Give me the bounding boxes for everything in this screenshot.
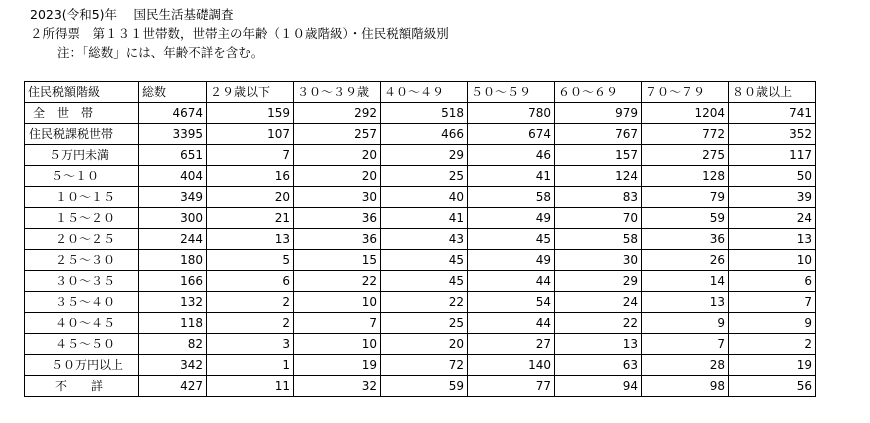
table-cell: 26 — [642, 250, 729, 271]
table-cell: 94 — [555, 376, 642, 397]
table-cell: 674 — [468, 124, 555, 145]
table-cell: 404 — [139, 166, 207, 187]
table-cell: 45 — [381, 250, 468, 271]
row-label: ４５～５０ — [25, 334, 139, 355]
page-title: 2023(令和5)年 国民生活基礎調査 — [30, 7, 234, 22]
table-subtitle: ２所得票 第１３１世帯数，世帯主の年齢（１０歳階級）・住民税額階級別 — [30, 26, 449, 41]
table-cell: 83 — [555, 187, 642, 208]
table-cell: 767 — [555, 124, 642, 145]
table-cell: 20 — [381, 334, 468, 355]
table-cell: 72 — [381, 355, 468, 376]
row-label: ２０～２５ — [25, 229, 139, 250]
table-cell: 46 — [468, 145, 555, 166]
table-row — [25, 292, 816, 313]
table-cell: 58 — [555, 229, 642, 250]
table-cell: 2 — [207, 313, 294, 334]
table-cell: 257 — [294, 124, 381, 145]
column-header: ５０～５９ — [468, 82, 555, 103]
table-cell: 41 — [468, 166, 555, 187]
table-cell: 6 — [207, 271, 294, 292]
table-cell: 36 — [642, 229, 729, 250]
row-label: ４０～４５ — [25, 313, 139, 334]
table-cell: 36 — [294, 229, 381, 250]
table-cell: 140 — [468, 355, 555, 376]
table-cell: 54 — [468, 292, 555, 313]
table-cell: 19 — [729, 355, 816, 376]
table-cell: 118 — [139, 313, 207, 334]
column-header: 住民税額階級 — [25, 82, 139, 103]
table-cell: 13 — [642, 292, 729, 313]
table-cell: 25 — [381, 313, 468, 334]
table-cell: 22 — [294, 271, 381, 292]
table-cell: 342 — [139, 355, 207, 376]
table-cell: 7 — [294, 313, 381, 334]
row-label: ３５～４０ — [25, 292, 139, 313]
table-cell: 32 — [294, 376, 381, 397]
table-cell: 159 — [207, 103, 294, 124]
table-cell: 41 — [381, 208, 468, 229]
table-cell: 427 — [139, 376, 207, 397]
table-cell: 9 — [642, 313, 729, 334]
table-note: 注：「総数」には、年齢不詳を含む。 — [57, 45, 264, 60]
table-cell: 979 — [555, 103, 642, 124]
table-cell: 24 — [729, 208, 816, 229]
row-label: １５～２０ — [25, 208, 139, 229]
table-cell: 98 — [642, 376, 729, 397]
table-cell: 19 — [294, 355, 381, 376]
table-cell: 36 — [294, 208, 381, 229]
table-cell: 44 — [468, 313, 555, 334]
table-cell: 22 — [555, 313, 642, 334]
table-cell: 13 — [555, 334, 642, 355]
table-cell: 3 — [207, 334, 294, 355]
table-cell: 9 — [729, 313, 816, 334]
table-cell: 25 — [381, 166, 468, 187]
table-row — [25, 313, 816, 334]
row-label: 全 世 帯 — [25, 103, 139, 124]
table-cell: 27 — [468, 334, 555, 355]
table-cell: 14 — [642, 271, 729, 292]
table-cell: 43 — [381, 229, 468, 250]
table-cell: 10 — [294, 334, 381, 355]
table-cell: 349 — [139, 187, 207, 208]
column-header: ６０～６９ — [555, 82, 642, 103]
table-row — [25, 250, 816, 271]
table-cell: 59 — [642, 208, 729, 229]
table-cell: 59 — [381, 376, 468, 397]
table-cell: 50 — [729, 166, 816, 187]
table-cell: 16 — [207, 166, 294, 187]
column-header: ８０歳以上 — [729, 82, 816, 103]
table-cell: 30 — [555, 250, 642, 271]
table-cell: 45 — [381, 271, 468, 292]
table-cell: 82 — [139, 334, 207, 355]
table-cell: 128 — [642, 166, 729, 187]
table-cell: 39 — [729, 187, 816, 208]
table-cell: 63 — [555, 355, 642, 376]
table-row — [25, 145, 816, 166]
table-row — [25, 376, 816, 397]
table-cell: 4674 — [139, 103, 207, 124]
table-row — [25, 103, 816, 124]
table-cell: 79 — [642, 187, 729, 208]
table-cell: 1204 — [642, 103, 729, 124]
column-header: ７０～７９ — [642, 82, 729, 103]
table-cell: 6 — [729, 271, 816, 292]
table-cell: 45 — [468, 229, 555, 250]
table-cell: 56 — [729, 376, 816, 397]
table-cell: 300 — [139, 208, 207, 229]
table-cell: 352 — [729, 124, 816, 145]
column-header: 総数 — [139, 82, 207, 103]
table-cell: 10 — [729, 250, 816, 271]
table-cell: 49 — [468, 208, 555, 229]
table-cell: 3395 — [139, 124, 207, 145]
table-cell: 29 — [381, 145, 468, 166]
table-row — [25, 187, 816, 208]
table-row — [25, 334, 816, 355]
row-label: 住民税課税世帯 — [25, 124, 139, 145]
table-cell: 275 — [642, 145, 729, 166]
table-cell: 780 — [468, 103, 555, 124]
table-cell: 77 — [468, 376, 555, 397]
table-cell: 2 — [207, 292, 294, 313]
row-label: １０～１５ — [25, 187, 139, 208]
table-cell: 40 — [381, 187, 468, 208]
table-cell: 244 — [139, 229, 207, 250]
header-row — [25, 82, 816, 103]
table-body — [25, 82, 816, 397]
row-label: ５万円未満 — [25, 145, 139, 166]
row-label: ３０～３５ — [25, 271, 139, 292]
table-cell: 107 — [207, 124, 294, 145]
table-cell: 651 — [139, 145, 207, 166]
table-cell: 15 — [294, 250, 381, 271]
table-cell: 2 — [729, 334, 816, 355]
table-row — [25, 271, 816, 292]
table-cell: 58 — [468, 187, 555, 208]
row-label: ２５～３０ — [25, 250, 139, 271]
table-cell: 124 — [555, 166, 642, 187]
table-cell: 20 — [294, 166, 381, 187]
table-cell: 70 — [555, 208, 642, 229]
row-label: ５～１０ — [25, 166, 139, 187]
table-cell: 20 — [294, 145, 381, 166]
table-row — [25, 124, 816, 145]
table-cell: 518 — [381, 103, 468, 124]
table-cell: 466 — [381, 124, 468, 145]
table-cell: 1 — [207, 355, 294, 376]
table-cell: 772 — [642, 124, 729, 145]
table-cell: 24 — [555, 292, 642, 313]
table-cell: 10 — [294, 292, 381, 313]
table-row — [25, 166, 816, 187]
table-cell: 132 — [139, 292, 207, 313]
table-row — [25, 229, 816, 250]
table-cell: 49 — [468, 250, 555, 271]
table-cell: 21 — [207, 208, 294, 229]
table-cell: 29 — [555, 271, 642, 292]
column-header: ４０～４９ — [381, 82, 468, 103]
table-cell: 20 — [207, 187, 294, 208]
table-cell: 117 — [729, 145, 816, 166]
table-cell: 44 — [468, 271, 555, 292]
table-row — [25, 355, 816, 376]
table-cell: 157 — [555, 145, 642, 166]
column-header: ２９歳以下 — [207, 82, 294, 103]
table-cell: 28 — [642, 355, 729, 376]
table-cell: 30 — [294, 187, 381, 208]
table-cell: 7 — [642, 334, 729, 355]
table-cell: 13 — [207, 229, 294, 250]
table-cell: 11 — [207, 376, 294, 397]
table-cell: 7 — [207, 145, 294, 166]
table-cell: 741 — [729, 103, 816, 124]
data-table — [24, 81, 816, 397]
table-cell: 5 — [207, 250, 294, 271]
table-cell: 22 — [381, 292, 468, 313]
table-cell: 180 — [139, 250, 207, 271]
table-cell: 13 — [729, 229, 816, 250]
row-label: 不 詳 — [25, 376, 139, 397]
row-label: ５０万円以上 — [25, 355, 139, 376]
table-cell: 7 — [729, 292, 816, 313]
table-row — [25, 208, 816, 229]
table-cell: 292 — [294, 103, 381, 124]
table-cell: 166 — [139, 271, 207, 292]
column-header: ３０～３９歳 — [294, 82, 381, 103]
